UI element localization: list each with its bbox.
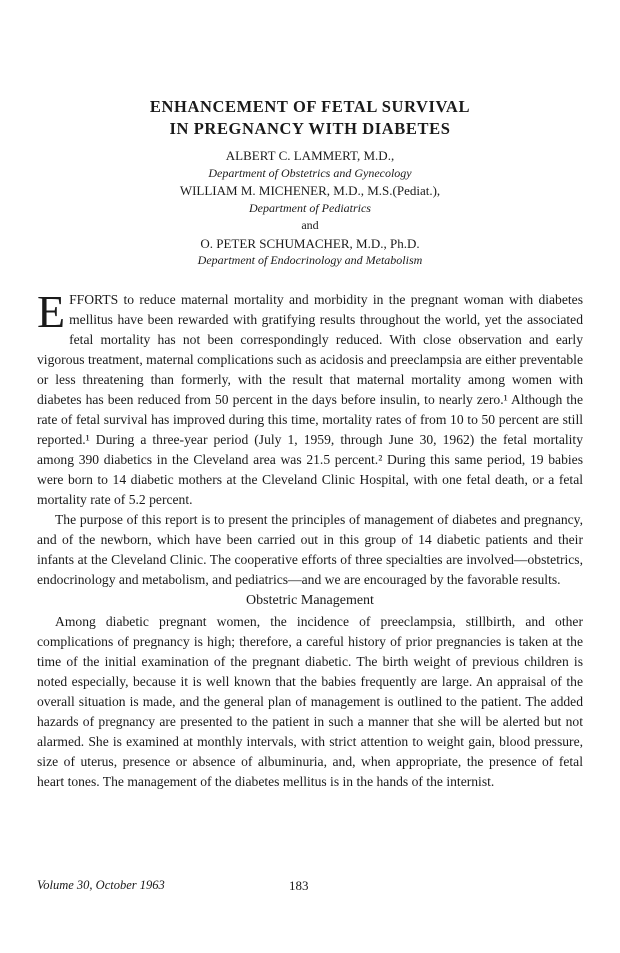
author-department: Department of Endocrinology and Metabolism xyxy=(197,253,423,267)
journal-page xyxy=(37,0,583,953)
paragraph-obstetric: Among diabetic pregnant women, the incidence of preeclampsia, stillbirth, and other complications of pregnancy is high; therefore, a careful history of prior pregnancies is taken at the time of the initial examination of the pregnant diabetic. The birth weight of previous children is noted especially, because it is well known that the babies frequently are large. An appraisal of the overall situation is made, and the general plan of management is outlined to the patient. The added hazards of pregnancy are presented to the patient in such a manner that she will be alerted but not alarmed. She is examined at monthly intervals, with strict attention to weight gain, blood pressure, size of uterus, presence or absence of albuminuria, and, when appropriate, the presence of fetal heart tones. The management of the diabetes mellitus is in the hands of the internist. xyxy=(37,614,583,789)
paragraph-intro-text: FFORTS to reduce maternal mortality and morbidity in the pregnant woman with diabetes mellitus have been rewarded with gratifying results throughout the world, yet the associated fetal mortality has not been correspondingly reduced. With close observation and early vigorous treatment, maternal complications such as acidosis and preeclampsia are either preventable or less threatening than formerly, with the result that maternal mortality among women with diabetes has been reduced from 50 percent in the days before insulin, to nearly zero.¹ Although the rate of fetal survival has improved during this time, mortality rates of from 10 to 50 percent are still reported.¹ During a three-year period (July 1, 1959, through June 30, 1962) the fetal mortality among 390 diabetics in the Cleveland area was 21.5 percent.² During this same period, 19 babies were born to 14 diabetic mothers at the Cleveland Clinic Hospital, with one fetal death, or a fetal mortality rate of 5.2 percent. xyxy=(37,292,583,507)
page-number: 183 xyxy=(289,878,309,893)
paragraph-purpose: The purpose of this report is to present the principles of management of diabetes and pregnancy, and of the newborn, which have been carried out in this group of 14 diabetic patients and their infants at the Cleveland Clinic. The cooperative efforts of three specialties are involved—obstetrics, endocrinology and metabolism, and pediatrics—and we are encouraged by the favorable results. xyxy=(37,512,583,587)
title-line-1: ENHANCEMENT OF FETAL SURVIVAL xyxy=(149,97,471,116)
author-name: ALBERT C. LAMMERT, M.D., xyxy=(225,148,395,163)
author-name: WILLIAM M. MICHENER, M.D., M.S.(Pediat.), xyxy=(179,183,441,198)
author-connector: and xyxy=(301,218,319,232)
author-block xyxy=(37,147,583,270)
author-name: O. PETER SCHUMACHER, M.D., Ph.D. xyxy=(200,235,420,251)
article-body xyxy=(37,286,583,792)
author-department: Department of Obstetrics and Gynecology xyxy=(208,165,412,180)
section-heading: Obstetric Management xyxy=(246,593,374,608)
paragraph-intro xyxy=(37,286,583,510)
journal-footer: Volume 30, October 1963 xyxy=(37,878,165,892)
title-line-2: IN PREGNANCY WITH DIABETES xyxy=(169,119,451,138)
article-title xyxy=(37,96,583,140)
drop-cap: E xyxy=(37,286,66,337)
author-department: Department of Pediatrics xyxy=(249,200,371,215)
